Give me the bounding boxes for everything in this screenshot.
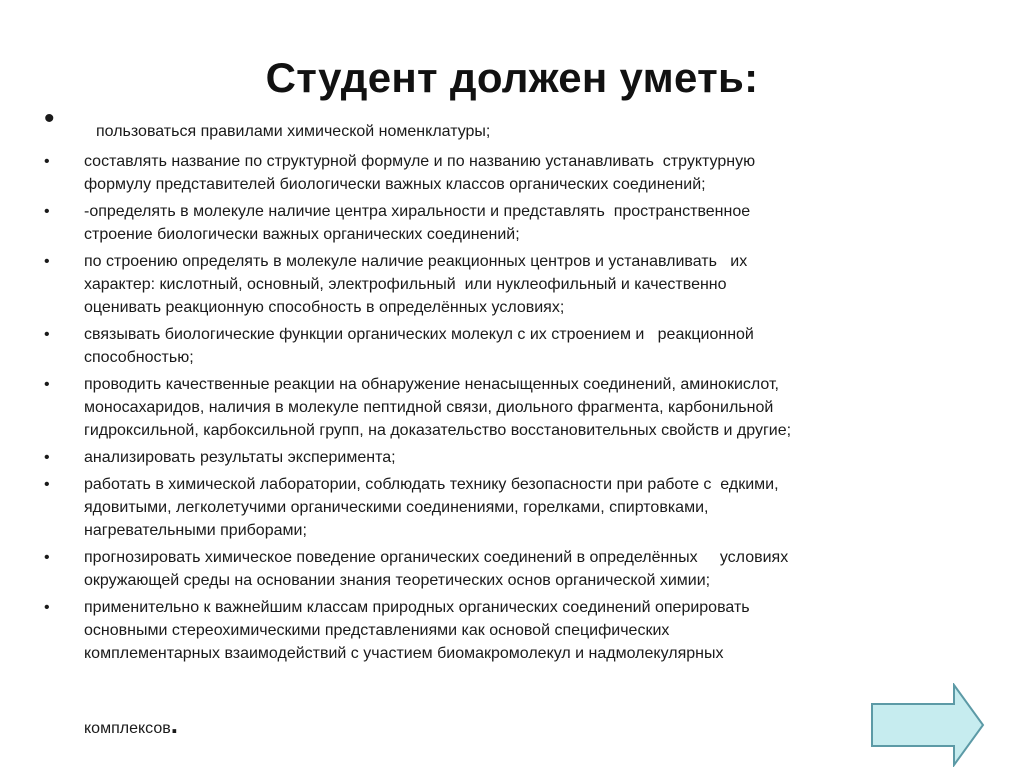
list-item-line: -определять в молекуле наличие центра хиральности и представлять пространственное bbox=[84, 203, 751, 220]
bullet: • bbox=[44, 376, 50, 393]
bullet: • bbox=[44, 153, 50, 170]
list-item-line: составлять название по структурной формуле и по названию устанавливать структурную bbox=[84, 153, 756, 170]
slide-title: Студент должен уметь: bbox=[265, 54, 759, 102]
list-item-continuation bbox=[84, 709, 178, 740]
list-item-line: ядовитыми, легколетучими органическими соединениями, горелками, спиртовками, bbox=[84, 499, 709, 516]
bullet: • bbox=[44, 102, 55, 135]
list-item bbox=[44, 446, 984, 469]
bullet: • bbox=[44, 326, 50, 343]
list-item-line: работать в химической лаборатории, соблюдать технику безопасности при работе с едкими, bbox=[84, 476, 779, 493]
list-item-line: гидроксильной, карбоксильной групп, на доказательство восстановительных свойств и другие; bbox=[84, 422, 792, 439]
list-item-line: нагревательными приборами; bbox=[84, 522, 307, 539]
list-item-line: прогнозировать химическое поведение органических соединений в определённых условиях bbox=[84, 549, 789, 566]
list-item-line: связывать биологические функции органических молекул с их строением и реакционной bbox=[84, 326, 754, 343]
list-item bbox=[44, 150, 984, 196]
list-item-line: анализировать результаты эксперимента; bbox=[84, 449, 396, 466]
list-item-line: комплементарных взаимодействий с участием биомакромолекул и надмолекулярных bbox=[84, 645, 724, 662]
list-item-line: строение биологически важных органических соединений; bbox=[84, 226, 520, 243]
list-item-text: комплексов bbox=[84, 720, 171, 737]
list-item-line: характер: кислотный, основный, электрофильный или нуклеофильный и качественно bbox=[84, 276, 727, 293]
list-item bbox=[44, 546, 984, 592]
list-item-text: пользоваться правилами химической номенклатуры; bbox=[96, 123, 491, 140]
bullet: • bbox=[44, 203, 50, 220]
bullet: • bbox=[44, 449, 50, 466]
list-item-line: способностью; bbox=[84, 349, 194, 366]
list-item-line: моносахаридов, наличия в молекуле пептидной связи, диольного фрагмента, карбонильной bbox=[84, 399, 774, 416]
list-item bbox=[44, 373, 984, 442]
bullet: • bbox=[44, 253, 50, 270]
list-item-line: формулу представителей биологически важных классов органических соединений; bbox=[84, 176, 706, 193]
list-item bbox=[44, 200, 984, 246]
bullet: • bbox=[44, 599, 50, 616]
arrow-right-icon[interactable] bbox=[872, 685, 983, 765]
list-item bbox=[44, 323, 984, 369]
list-item-line: окружающей среды на основании знания теоретических основ органической химии; bbox=[84, 572, 711, 589]
list-item-line: по строению определять в молекуле наличие реакционных центров и устанавливать их bbox=[84, 253, 748, 270]
list-item bbox=[44, 596, 984, 665]
next-slide-button[interactable] bbox=[870, 683, 986, 767]
list-item-first bbox=[44, 104, 944, 144]
list-item-line: оценивать реакционную способность в определённых условиях; bbox=[84, 299, 565, 316]
list-item-line: основными стереохимическими представлениями как основой специфических bbox=[84, 622, 670, 639]
final-period: . bbox=[170, 709, 178, 739]
list-item bbox=[44, 250, 984, 319]
list-item-line: применительно к важнейшим классам природных органических соединений оперировать bbox=[84, 599, 750, 616]
skills-list bbox=[44, 150, 984, 669]
bullet: • bbox=[44, 549, 50, 566]
bullet: • bbox=[44, 476, 50, 493]
list-item bbox=[44, 473, 984, 542]
list-item-line: проводить качественные реакции на обнаружение ненасыщенных соединений, аминокислот, bbox=[84, 376, 779, 393]
